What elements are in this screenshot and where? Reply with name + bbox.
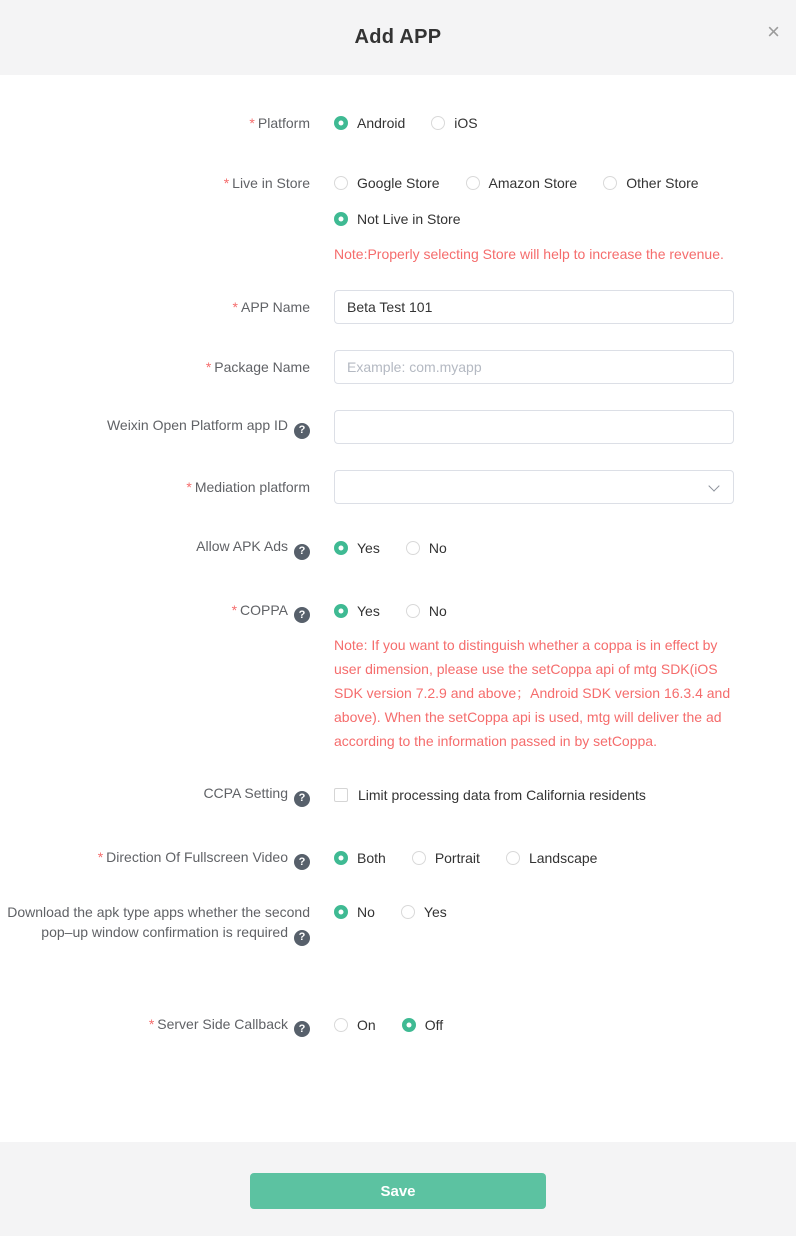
form-row-live-in-store: [0, 173, 796, 193]
form-row-direction: [0, 847, 796, 871]
radio-selected-icon: [334, 541, 348, 555]
download-confirm-label: Download the apk type apps whether the second pop–up window confirmation is required ?: [0, 902, 334, 946]
direction-radio-group: [334, 848, 623, 868]
help-icon[interactable]: ?: [294, 1021, 310, 1037]
radio-direction-portrait[interactable]: Portrait: [412, 848, 480, 868]
required-marker: *: [232, 299, 238, 315]
form-row-server-callback: [0, 1014, 796, 1038]
help-icon[interactable]: ?: [294, 854, 310, 870]
radio-not-live-in-store[interactable]: Not Live in Store: [334, 209, 461, 229]
form-row-mediation-platform: [0, 470, 796, 504]
form-row-not-live-in-store: [334, 209, 796, 231]
coppa-note: Note: If you want to distinguish whether a coppa is in effect by user dimension, please use the setCoppa api of mtg SDK(iOS SDK version 7.2.9 and above；Android SDK version 16.3.4 and above). When the setCoppa api is used, mtg will deliver the ad according to the information passed in by setCoppa.: [334, 637, 731, 749]
form-row-platform: [0, 113, 796, 133]
required-marker: *: [231, 601, 238, 618]
radio-unselected-icon: [603, 176, 617, 190]
radio-download-no[interactable]: No: [334, 902, 375, 922]
form-row-package-name: [0, 350, 796, 384]
form-row-ccpa: [0, 783, 796, 807]
radio-selected-icon: [334, 604, 348, 618]
app-name-input[interactable]: [334, 290, 734, 324]
radio-unselected-icon: [334, 1018, 348, 1032]
required-marker: *: [249, 115, 255, 131]
radio-unselected-icon: [334, 176, 348, 190]
help-icon[interactable]: ?: [294, 607, 310, 623]
radio-unselected-icon: [401, 905, 415, 919]
chevron-down-icon: [708, 480, 719, 491]
radio-unselected-icon: [506, 851, 520, 865]
package-name-label: * Package Name: [205, 359, 310, 375]
live-in-store-label: * Live in Store: [223, 175, 310, 191]
radio-coppa-no[interactable]: No: [406, 601, 447, 621]
weixin-app-id-input[interactable]: [334, 410, 734, 444]
form-row-allow-apk-ads: [0, 536, 796, 560]
allow-apk-ads-label: Allow APK Ads ?: [0, 536, 334, 560]
package-name-input[interactable]: [334, 350, 734, 384]
save-button[interactable]: Save: [250, 1173, 546, 1209]
modal-header: [0, 0, 796, 75]
mediation-platform-select[interactable]: [334, 470, 734, 504]
radio-allow-apk-yes[interactable]: Yes: [334, 538, 380, 558]
required-marker: *: [205, 359, 212, 375]
radio-selected-icon: [334, 116, 348, 130]
live-in-store-radio-group: [334, 173, 725, 193]
radio-selected-icon: [334, 212, 348, 226]
form-row-download-confirm: [0, 902, 796, 946]
radio-direction-both[interactable]: Both: [334, 848, 386, 868]
form-row-app-name: [0, 290, 796, 324]
form-body: [0, 75, 796, 1142]
required-marker: *: [97, 848, 104, 865]
coppa-radio-group: [334, 601, 473, 621]
store-note: Note:Properly selecting Store will help to increase the revenue.: [334, 246, 724, 262]
radio-direction-landscape[interactable]: Landscape: [506, 848, 598, 868]
required-marker: *: [223, 175, 230, 191]
checkbox-unchecked-icon: [334, 788, 348, 802]
radio-ios[interactable]: iOS: [431, 113, 477, 133]
server-callback-radio-group: [334, 1015, 469, 1035]
radio-selected-icon: [402, 1018, 416, 1032]
radio-android[interactable]: Android: [334, 113, 405, 133]
help-icon[interactable]: ?: [294, 423, 310, 439]
close-icon[interactable]: ×: [767, 19, 780, 44]
radio-google-store[interactable]: Google Store: [334, 173, 440, 193]
radio-amazon-store[interactable]: Amazon Store: [466, 173, 578, 193]
coppa-label: * COPPA ?: [0, 600, 334, 624]
radio-unselected-icon: [431, 116, 445, 130]
radio-selected-icon: [334, 905, 348, 919]
radio-unselected-icon: [412, 851, 426, 865]
form-row-coppa: [0, 600, 796, 624]
radio-download-yes[interactable]: Yes: [401, 902, 447, 922]
radio-coppa-yes[interactable]: Yes: [334, 601, 380, 621]
weixin-app-id-label: Weixin Open Platform app ID ?: [0, 415, 334, 439]
mediation-platform-label: * Mediation platform: [186, 479, 310, 495]
help-icon[interactable]: ?: [294, 930, 310, 946]
help-icon[interactable]: ?: [294, 791, 310, 807]
modal-footer: [0, 1142, 796, 1236]
radio-unselected-icon: [466, 176, 480, 190]
required-marker: *: [148, 1015, 155, 1032]
allow-apk-ads-radio-group: [334, 538, 473, 558]
platform-radio-group: [334, 113, 504, 133]
download-confirm-radio-group: [334, 902, 473, 922]
radio-unselected-icon: [406, 541, 420, 555]
required-marker: *: [186, 479, 192, 495]
radio-unselected-icon: [406, 604, 420, 618]
direction-label: * Direction Of Fullscreen Video ?: [0, 847, 334, 871]
ccpa-control: [334, 787, 646, 803]
ccpa-label: CCPA Setting ?: [0, 783, 334, 807]
form-row-weixin-app-id: [0, 410, 796, 444]
server-callback-label: * Server Side Callback ?: [0, 1014, 334, 1038]
radio-other-store[interactable]: Other Store: [603, 173, 698, 193]
help-icon[interactable]: ?: [294, 544, 310, 560]
page-title: Add APP: [354, 26, 442, 48]
radio-selected-icon: [334, 851, 348, 865]
platform-label: * Platform: [249, 115, 310, 131]
app-name-label: * APP Name: [232, 299, 310, 315]
ccpa-checkbox[interactable]: Limit processing data from California residents: [334, 787, 646, 803]
radio-server-callback-off[interactable]: Off: [402, 1015, 443, 1035]
radio-allow-apk-no[interactable]: No: [406, 538, 447, 558]
radio-server-callback-on[interactable]: On: [334, 1015, 376, 1035]
